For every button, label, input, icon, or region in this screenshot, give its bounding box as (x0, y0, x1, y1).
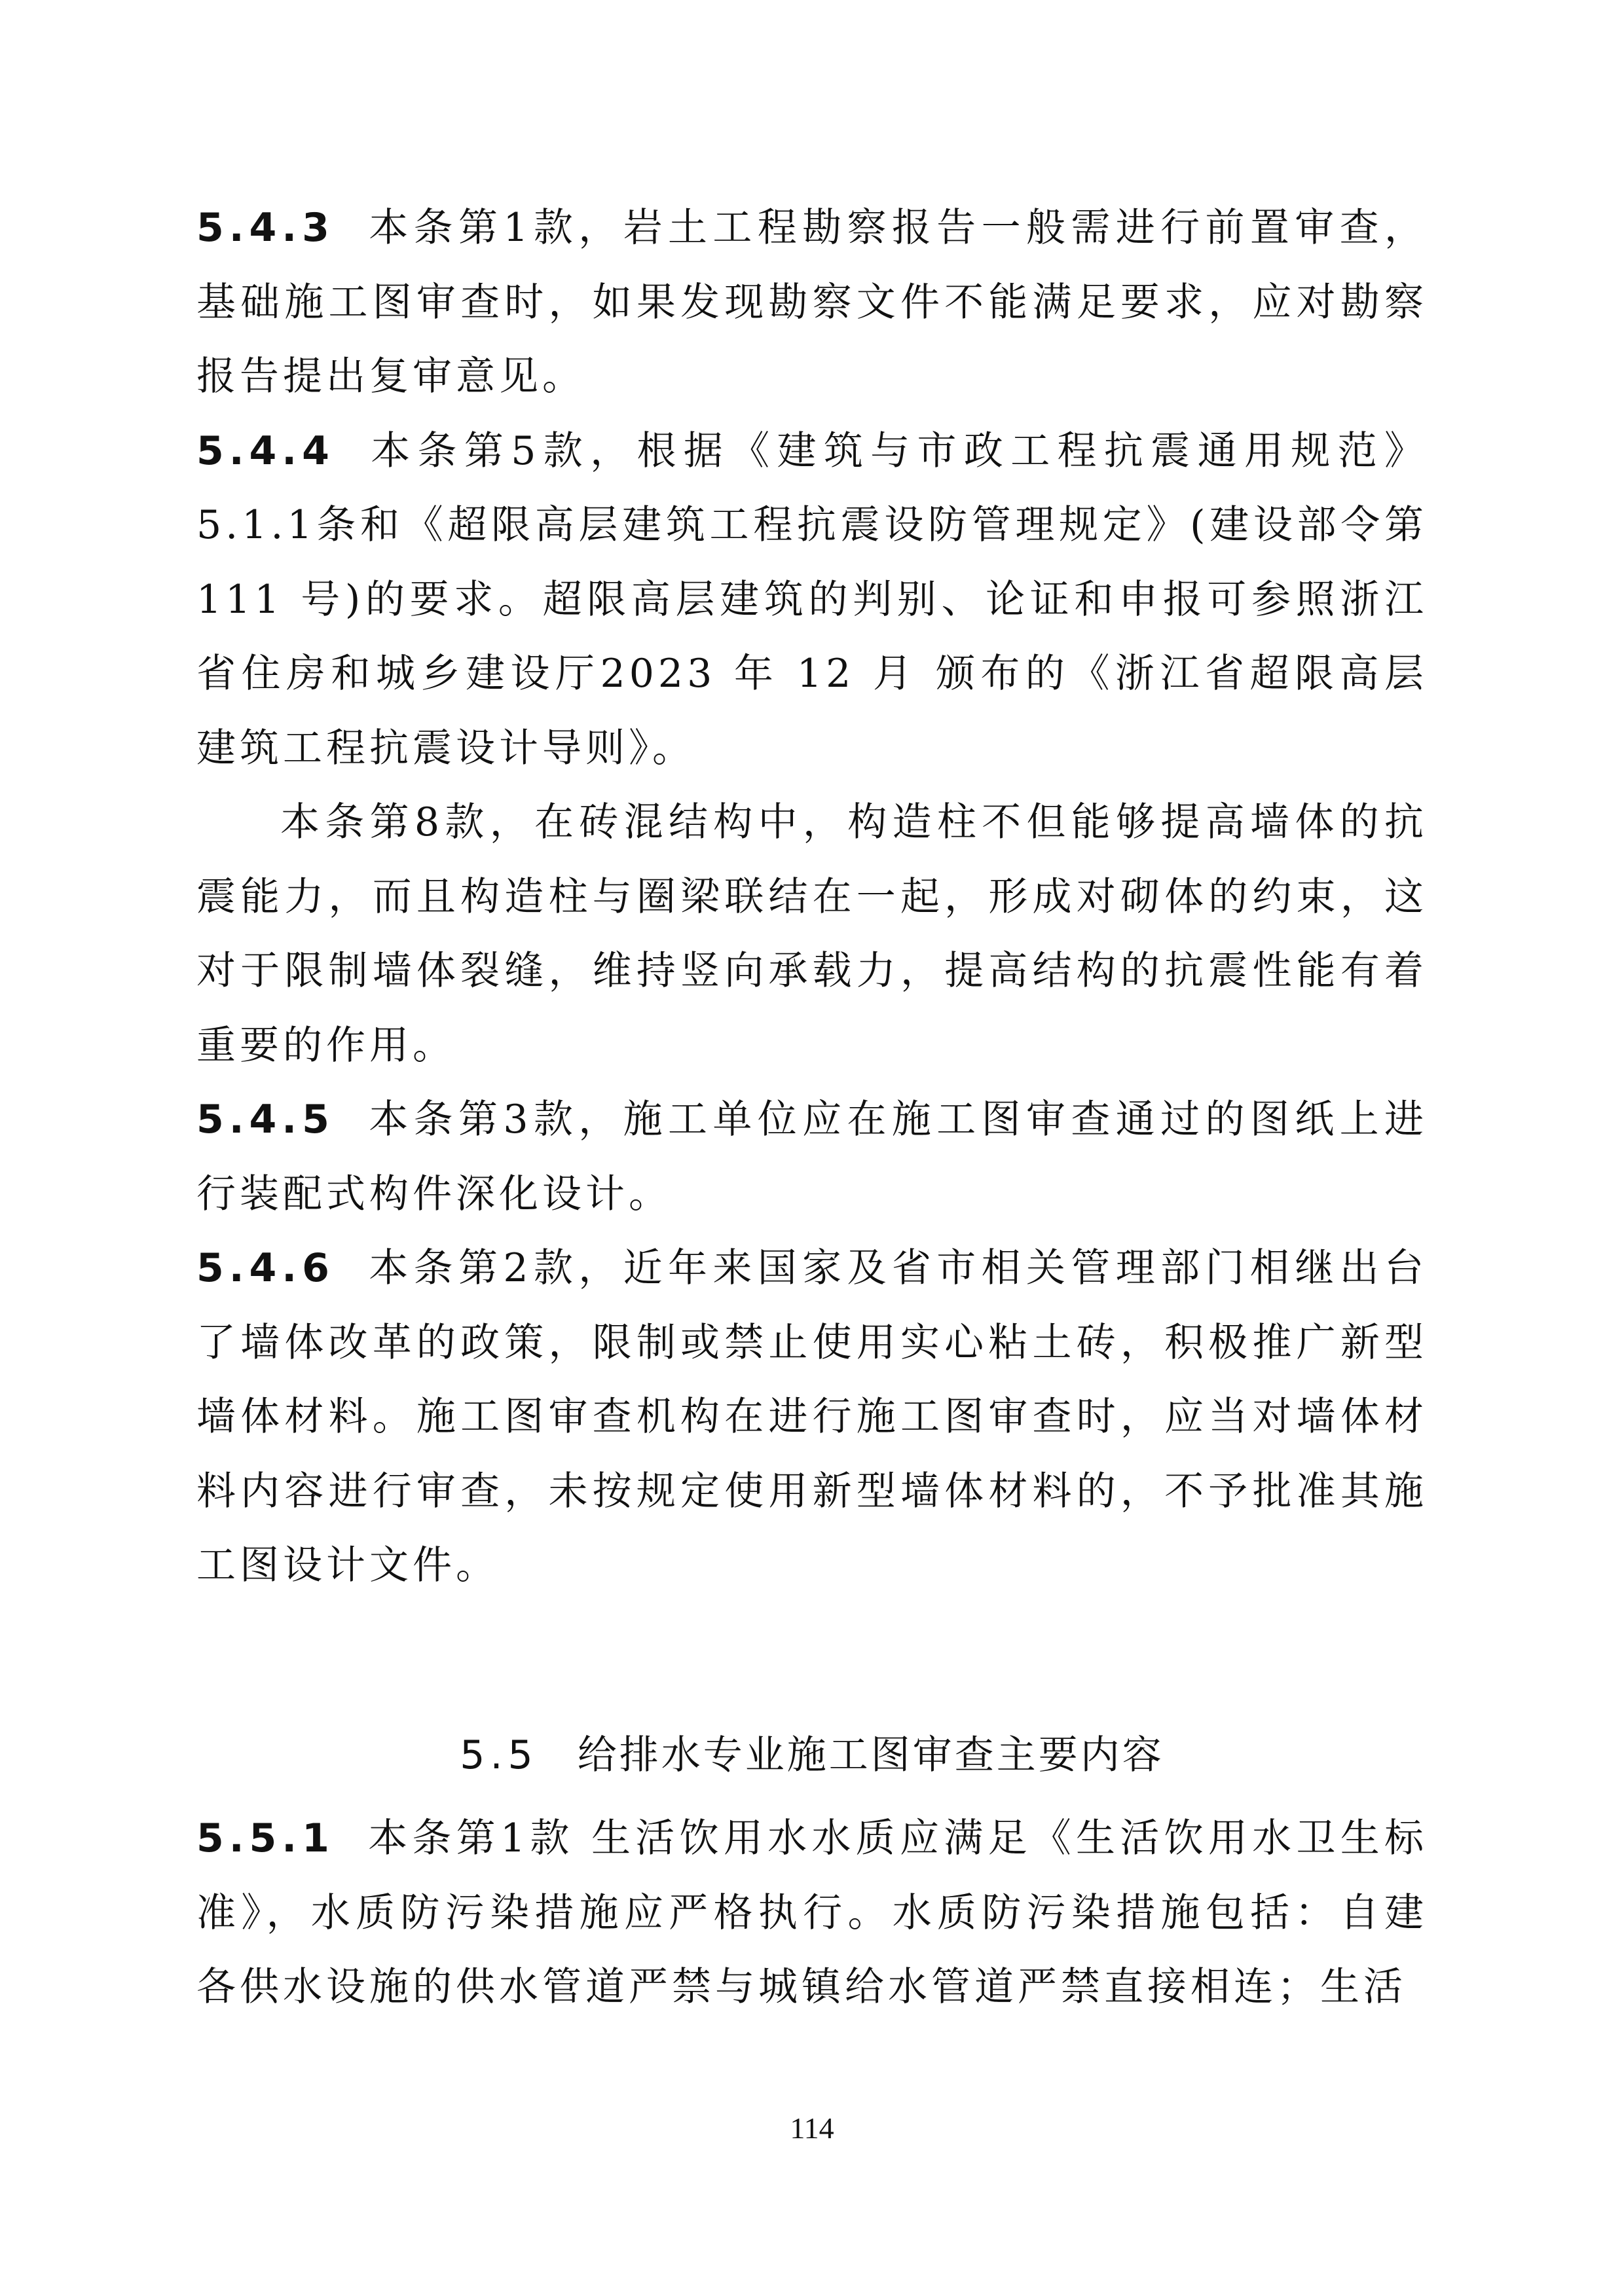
page-body (196, 191, 1428, 2025)
clause-text: 本条第1款，岩土工程勘察报告一般需进行前置审查，基础施工图审查时，如果发现勘察文件不能满足要求，应对勘察报告提出复审意见。 (196, 205, 1428, 399)
page-number: 114 (790, 2111, 834, 2145)
clause-5-4-4 (196, 414, 1428, 786)
clause-number: 5.4.5 (196, 1097, 335, 1142)
clause-number: 5.4.6 (196, 1245, 335, 1291)
clause-text: 本条第2款，近年来国家及省市相关管理部门相继出台了墙体改革的政策，限制或禁止使用实心粘土砖，积极推广新型墙体材料。施工图审查机构在进行施工图审查时，应当对墙体材料内容进行审查，未按规定使用新型墙体材料的，不予批准其施工图设计文件。 (196, 1245, 1428, 1588)
section-number: 5.5 (460, 1732, 538, 1778)
clause-text: 本条第1款 生活饮用水水质应满足《生活饮用水卫生标准》，水质防污染措施应严格执行。水质防污染措施包括：自建各供水设施的供水管道严禁与城镇给水管道严禁直接相连；生活 (196, 1815, 1428, 2010)
clause-number: 5.4.3 (196, 205, 335, 251)
clause-number: 5.4.4 (196, 428, 335, 474)
clause-text: 本条第8款，在砖混结构中，构造柱不但能够提高墙体的抗震能力，而且构造柱与圈梁联结在一起，形成对砌体的约束，这对于限制墙体裂缝，维持竖向承载力，提高结构的抗震性能有着重要的作用。 (196, 799, 1428, 1068)
clause-5-4-4-continuation (196, 786, 1428, 1083)
clause-5-4-6 (196, 1231, 1428, 1603)
clause-5-4-3 (196, 191, 1428, 414)
clause-text: 本条第3款，施工单位应在施工图审查通过的图纸上进行装配式构件深化设计。 (196, 1097, 1428, 1217)
clause-5-4-5 (196, 1083, 1428, 1231)
section-title: 给排水专业施工图审查主要内容 (577, 1732, 1164, 1778)
clause-number: 5.5.1 (196, 1815, 335, 1861)
section-heading (196, 1719, 1428, 1793)
clause-5-5-1 (196, 1802, 1428, 2025)
clause-text: 本条第5款，根据《建筑与市政工程抗震通用规范》5.1.1条和《超限高层建筑工程抗震设防管理规定》(建设部令第 111 号)的要求。超限高层建筑的判别、论证和申报可参照浙江省住房和城乡建设厅2023 年 12 月 颁布的《浙江省超限高层建筑工程抗震设计导则》。 (196, 428, 1428, 771)
